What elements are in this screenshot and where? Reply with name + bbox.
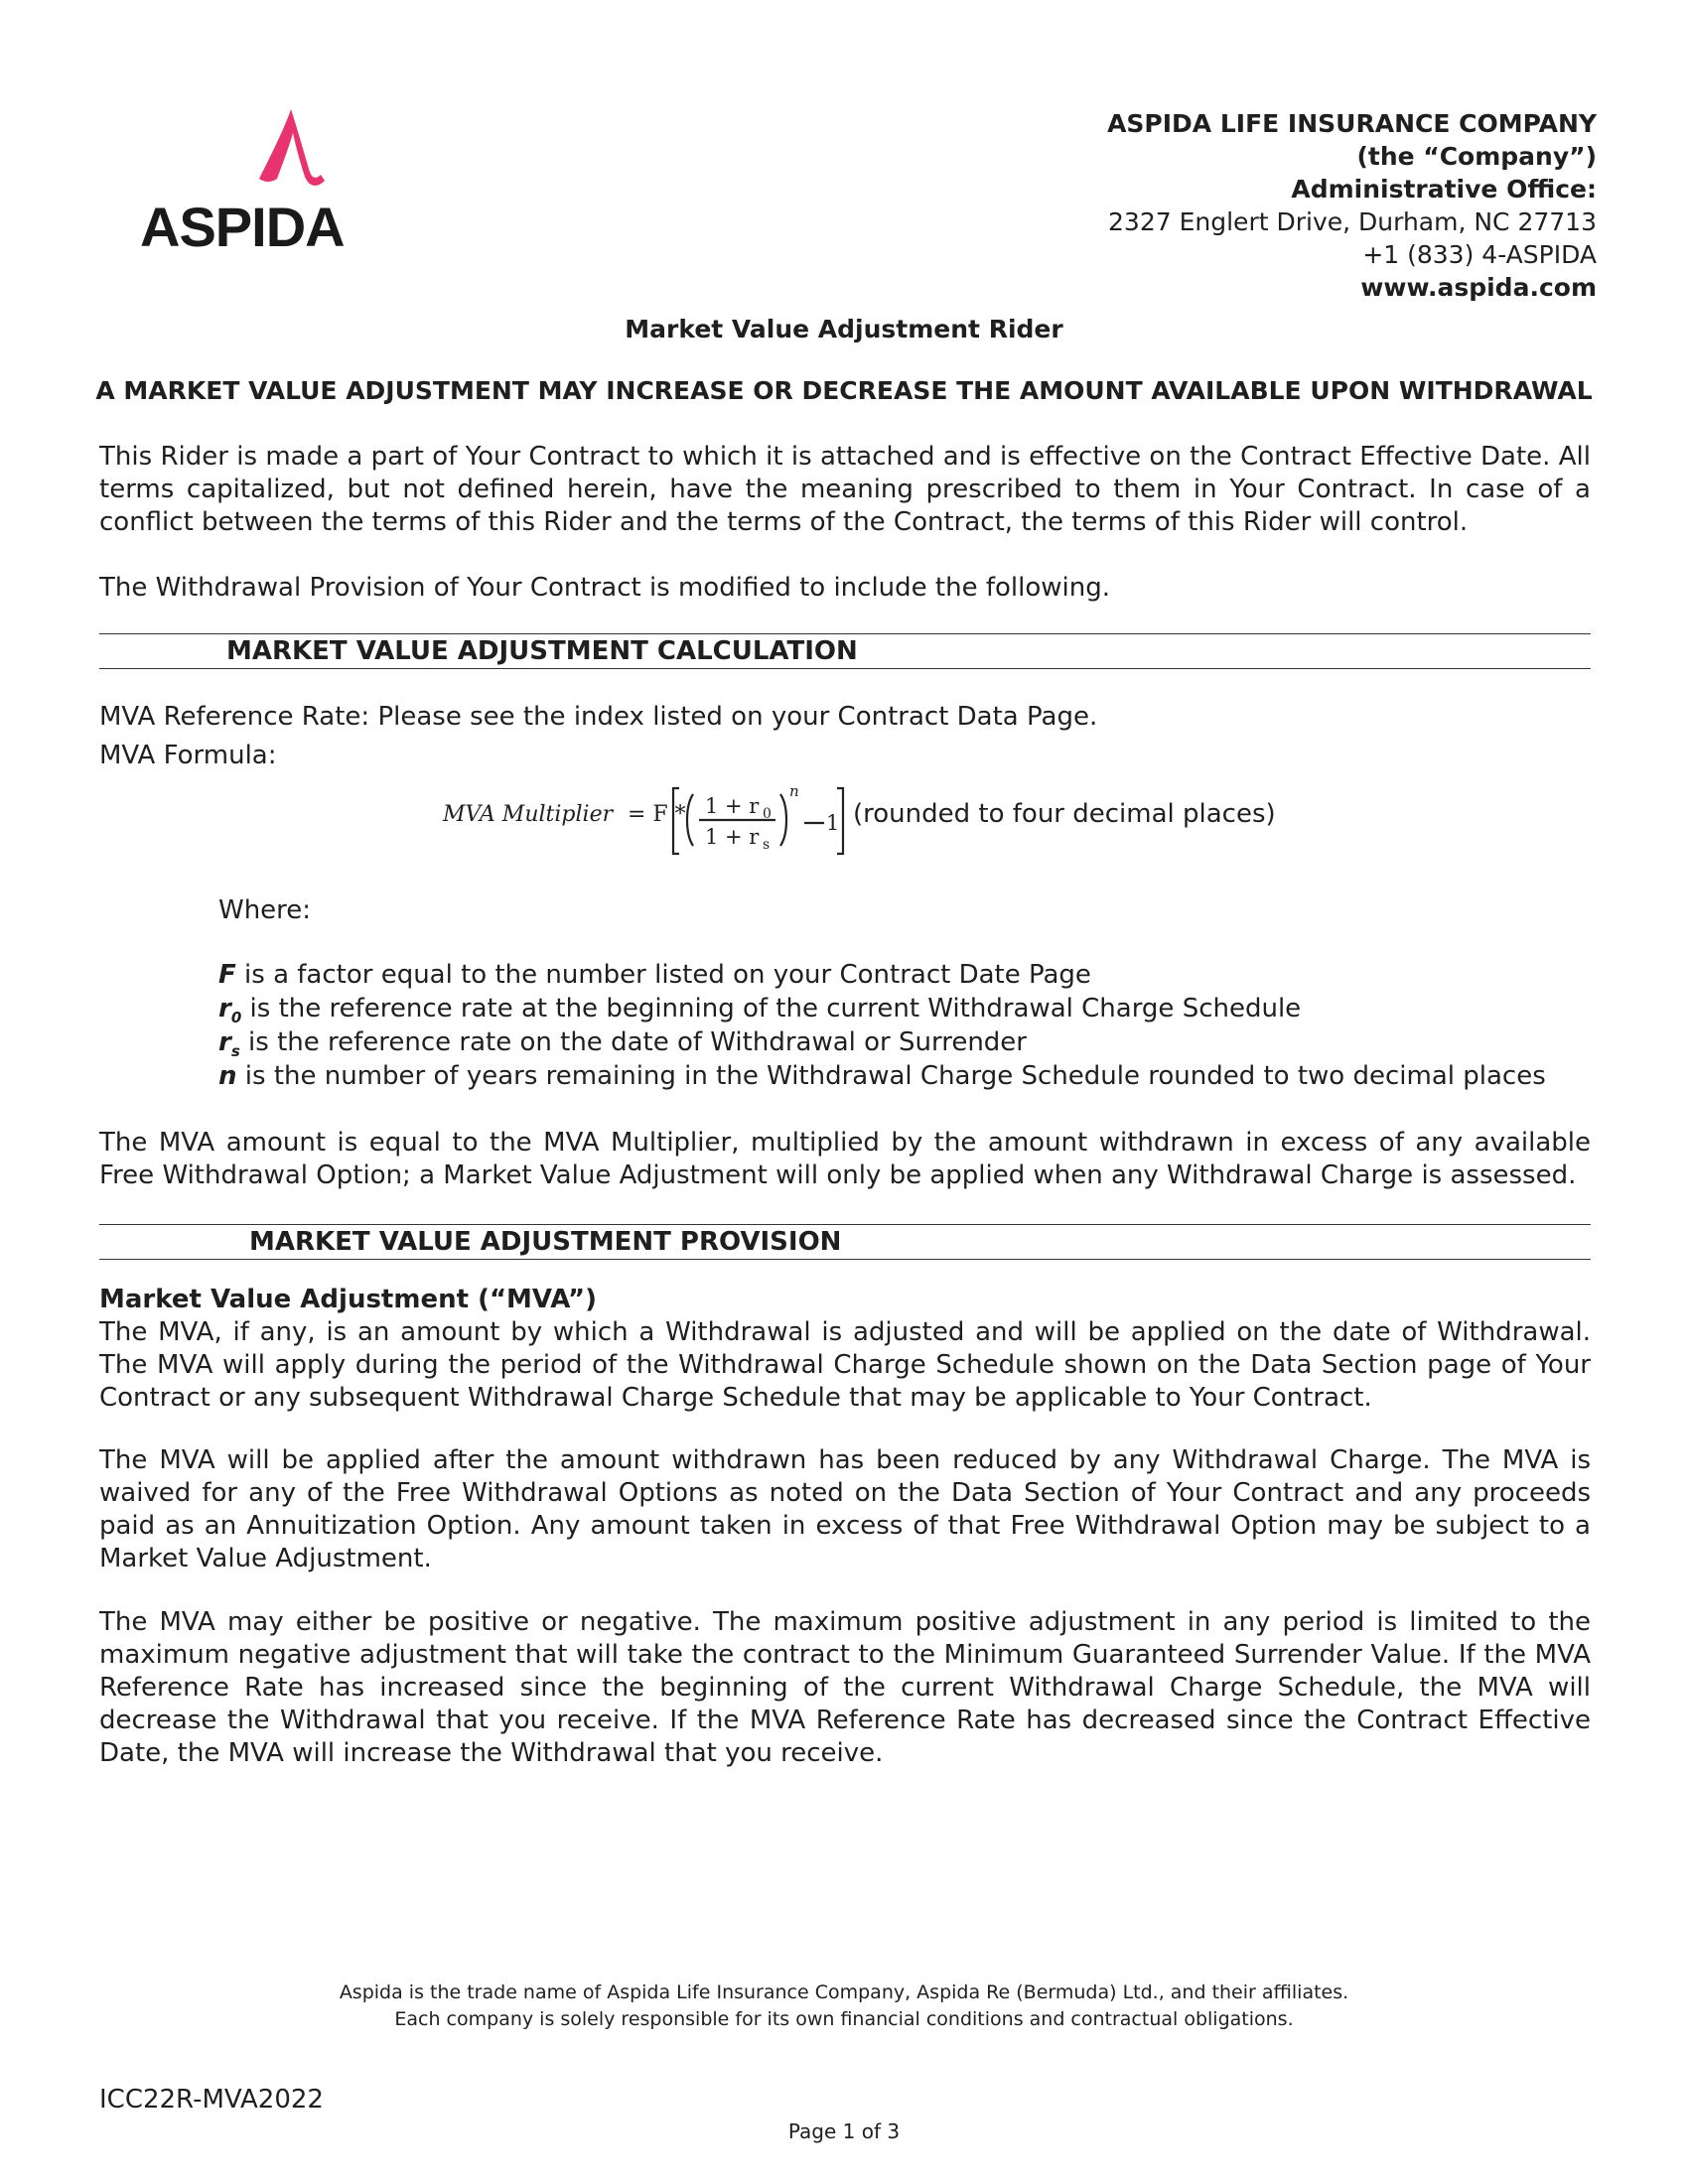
intro-paragraph: This Rider is made a part of Your Contract to which it is attached and is effective on the Contract Effective Date. All terms capitalized, but not defined herein, have the meaning prescribed to them in Your Contract. In case of a conflict between the terms of this Rider and the terms of the Contract, the terms of this Rider will control. bbox=[99, 442, 1591, 537]
svg-text:s: s bbox=[763, 837, 771, 853]
provision-paragraph-3: The MVA may either be positive or negative. The maximum positive adjustment in any period is limited to the maximum negative adjustment that will take the contract to the Minimum Guaranteed Surrender Value. If the MVA Reference Rate has increased since the beginning of the current Withdrawal Charge Schedule, the MVA will decrease the Withdrawal that you receive. If the MVA Reference Rate has decreased since the Contract Effective Date, the MVA will increase the Withdrawal that you receive. bbox=[99, 1607, 1591, 1768]
svg-text:1 + r: 1 + r bbox=[705, 825, 760, 849]
section-rule-top bbox=[99, 633, 1591, 634]
mva-amount-paragraph: The MVA amount is equal to the MVA Multiplier, multiplied by the amount withdrawn in excess of any available Free Withdrawal Option; a Market Value Adjustment will only be applied when any Withdrawal Charge is assessed. bbox=[99, 1128, 1591, 1190]
svg-text:0: 0 bbox=[763, 806, 772, 822]
definition-f bbox=[218, 958, 1091, 992]
formula-lhs: MVA Multiplier bbox=[443, 802, 614, 827]
definition-text: is a factor equal to the number listed on your Contract Date Page bbox=[244, 960, 1091, 990]
provision-paragraph-1: The MVA, if any, is an amount by which a Withdrawal is adjusted and will be applied on the date of Withdrawal. The MVA will apply during the period of the Withdrawal Charge Schedule shown on the Data Section page of Your Contract or any subsequent Withdrawal Charge Schedule that may be applicable to Your Contract. bbox=[99, 1317, 1591, 1413]
where-label: Where: bbox=[218, 895, 312, 925]
logo-wordmark: ASPIDA bbox=[140, 196, 345, 258]
section-rule-bottom bbox=[99, 1259, 1591, 1260]
company-address: 2327 Englert Drive, Durham, NC 27713 bbox=[1108, 207, 1597, 236]
svg-text:1 + r: 1 + r bbox=[705, 794, 760, 818]
calculation-heading: MARKET VALUE ADJUSTMENT CALCULATION bbox=[226, 636, 858, 666]
company-phone: +1 (833) 4-ASPIDA bbox=[1362, 240, 1597, 269]
warning-banner: A MARKET VALUE ADJUSTMENT MAY INCREASE OR DECREASE THE AMOUNT AVAILABLE UPON WITHDRAWAL bbox=[95, 376, 1593, 405]
office-label: Administrative Office: bbox=[1291, 175, 1597, 204]
company-alias: (the “Company”) bbox=[1356, 142, 1597, 171]
company-website: www.aspida.com bbox=[1360, 273, 1597, 302]
formula-note: (rounded to four decimal places) bbox=[853, 799, 1276, 829]
footer-line-2: Each company is solely responsible for its own financial conditions and contractual obligations. bbox=[394, 2008, 1294, 2030]
definition-text: is the reference rate at the beginning of the current Withdrawal Charge Schedule bbox=[249, 994, 1302, 1024]
section-rule-bottom bbox=[99, 668, 1591, 669]
provision-paragraph-2: The MVA will be applied after the amount withdrawn has been reduced by any Withdrawal Charge. The MVA is waived for any of the Free Withdrawal Options as noted on the Data Section of Your Contract and any proceeds paid as an Annuitization Option. Any amount taken in excess of that Free Withdrawal Option may be subject to a Market Value Adjustment. bbox=[99, 1445, 1591, 1573]
definition-subscript: s bbox=[230, 1042, 240, 1061]
formula-eq: = F * bbox=[628, 802, 686, 827]
reference-rate-text: MVA Reference Rate: Please see the index listed on your Contract Data Page. bbox=[99, 702, 1098, 732]
aspida-sail-icon bbox=[251, 107, 331, 197]
definition-symbol: n bbox=[218, 1061, 237, 1091]
mva-formula bbox=[443, 782, 1336, 872]
definition-symbol: r bbox=[218, 1027, 231, 1057]
formula-label: MVA Formula: bbox=[99, 741, 277, 770]
company-name: ASPIDA LIFE INSURANCE COMPANY bbox=[1107, 109, 1597, 138]
rider-title: Market Value Adjustment Rider bbox=[625, 315, 1063, 343]
provision-heading: MARKET VALUE ADJUSTMENT PROVISION bbox=[249, 1227, 842, 1257]
definition-symbol: F bbox=[218, 960, 236, 990]
svg-text:n: n bbox=[789, 782, 799, 800]
form-code: ICC22R-MVA2022 bbox=[99, 2085, 324, 2115]
section-rule-top bbox=[99, 1224, 1591, 1225]
page-number: Page 1 of 3 bbox=[787, 2119, 901, 2143]
definition-text: is the reference rate on the date of Withdrawal or Surrender bbox=[248, 1027, 1027, 1057]
provision-subheading: Market Value Adjustment (“MVA”) bbox=[99, 1285, 597, 1314]
footer-line-1: Aspida is the trade name of Aspida Life Insurance Company, Aspida Re (Bermuda) Ltd., and their affiliates. bbox=[339, 1981, 1349, 2003]
definition-text: is the number of years remaining in the Withdrawal Charge Schedule rounded to two decimal places bbox=[244, 1061, 1546, 1091]
modification-note: The Withdrawal Provision of Your Contract is modified to include the following. bbox=[99, 573, 1110, 603]
company-logo bbox=[137, 107, 355, 256]
definition-n bbox=[218, 1059, 1546, 1093]
definition-subscript: 0 bbox=[230, 1009, 242, 1027]
svg-text:1: 1 bbox=[826, 811, 840, 835]
formula-expression bbox=[649, 782, 848, 862]
definition-symbol: r bbox=[218, 994, 231, 1024]
footer-disclaimer bbox=[0, 1979, 1688, 2033]
company-info bbox=[1107, 107, 1597, 304]
